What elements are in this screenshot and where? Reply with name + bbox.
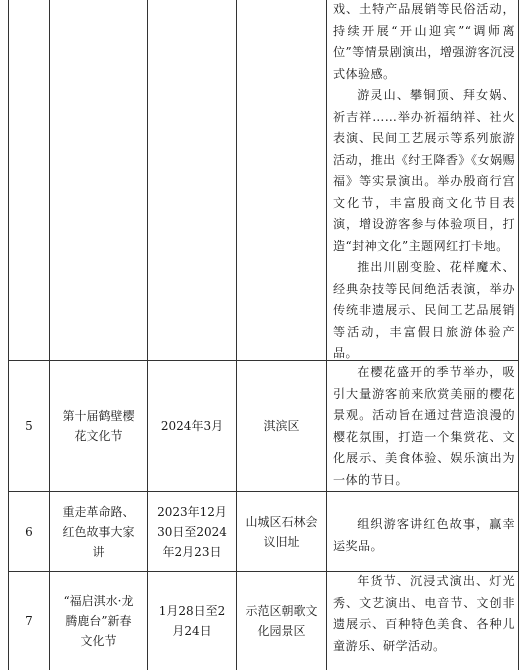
- description-paragraph: 在樱花盛开的季节举办，吸引大量游客前来欣赏美丽的樱花景观。活动旨在通过营造浪漫的樱花氛围，打造一个集赏花、文化展示、美食体验、娱乐演出为一体的节日。: [333, 365, 515, 487]
- activity-description: [327, 0, 518, 365]
- activity-time: 1月28日至2月24日: [158, 604, 226, 638]
- activity-time: [148, 0, 236, 360]
- description-paragraph: 年货节、沉浸式演出、灯光秀、文艺演出、电音节、文创非遗展示、百种特色美食、各种儿童游乐、研学活动。: [333, 574, 515, 653]
- activity-description: [327, 571, 518, 657]
- activity-place: 示范区朝歌文化园景区: [245, 604, 318, 638]
- activity-name: “福启淇水·龙腾鹿台”新春文化节: [63, 594, 134, 648]
- activity-name: 重走革命路、红色故事大家讲: [62, 504, 135, 559]
- activity-name: 第十届鹤壁樱花文化节: [62, 409, 135, 443]
- row-number: 6: [25, 524, 33, 539]
- row-number: 7: [25, 614, 33, 628]
- description-paragraph: 戏、土特产品展销等民俗活动，持续开展“开山迎宾”“调师离位”等情景剧演出，增强游客沉浸式体验感。: [333, 2, 515, 81]
- activity-place: [237, 0, 326, 360]
- activity-time: 2024年3月: [160, 419, 224, 433]
- table-rule: [518, 0, 519, 670]
- activity-name: [50, 0, 147, 360]
- row-number: 5: [25, 419, 33, 433]
- description-paragraph: 组织游客讲红色故事，赢幸运奖品。: [333, 517, 515, 553]
- description-paragraph: 推出川剧变脸、花样魔术、经典杂技等民间绝活表演，举办传统非遗展示、民间工艺品展销等活动，丰富假日旅游体验产品。: [333, 260, 515, 360]
- activity-description: [327, 362, 518, 491]
- activity-place: 淇滨区: [263, 419, 300, 433]
- activity-place: 山城区石林会议旧址: [245, 514, 318, 549]
- activity-time: 2023年12月30日至2024年2月23日: [157, 504, 227, 559]
- activity-description: [327, 514, 518, 557]
- description-paragraph: 游灵山、攀铜顶、拜女娲、祈吉祥……举办祈福纳祥、社火表演、民间工艺展示等系列旅游活动，推出《纣王降香》《女娲赐福》等实景演出。举办殷商行宫文化节，丰富殷商文化节目表演，增设游客参与体验项目，打造“封神文化”主题网红打卡地。: [333, 88, 515, 253]
- row-number: [9, 0, 49, 360]
